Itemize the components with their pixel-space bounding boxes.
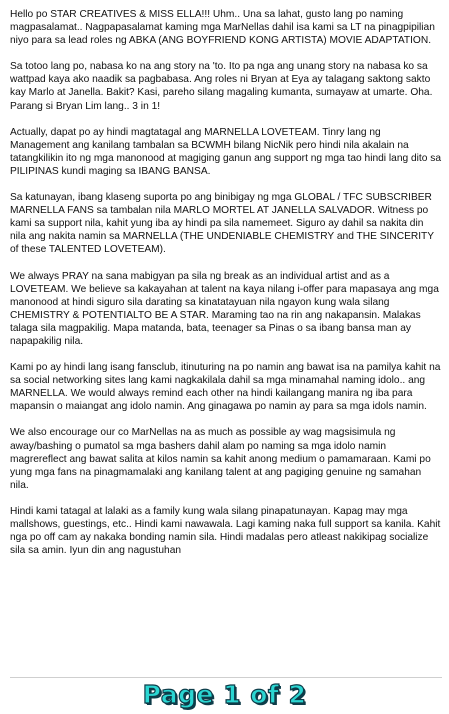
letter-paragraph: Hindi kami tatagal at lalaki as a family kung wala silang pinapatunayan. Kapag may mga mallshows, guestings, etc.. Hindi kami nawawala. Lagi kaming naka full support sa kanila. Kahit nga po off cam ay nakaka bonding namin sila. Hindi madalas pero atleast nakikipag socialize sila sa amin. Iyun din ang nagustuhan [10, 505, 441, 557]
letter-paragraph: Kami po ay hindi lang isang fansclub, itinuturing na po namin ang bawat isa na pamilya kahit na sa social networking sites lang kami nagkakilala dahil sa mga minamahal naming idolo.. ang MARNELLA. We would always remind each other na hindi kailangang manira ng iba para mapansin o maiangat ang idolo namin. Ang ginagawa po namin ay para sa mga idols namin. [10, 362, 441, 413]
letter-paragraph: Sa totoo lang po, nabasa ko na ang story na 'to. Ito pa nga ang unang story na nabasa ko sa wattpad kaya ako naadik sa pagbabasa. Ang roles ni Bryan at Eya ay talagang saktong sakto kay Marlo at Janella. Bakit? Kasi, pareho silang magaling kumanta, sumayaw at umarte. Oha. Parang si Bryan Lim lang.. 3 in 1! [10, 61, 433, 112]
letter-paragraph: We always PRAY na sana mabigyan pa sila ng break as an individual artist and as a LOVETEAM. We believe sa kakayahan at talent na kaya nilang i-offer para mapasaya ang mga manonood at hindi siguro sila darating sa kinatatayuan nila ngayon kung wala silang CHEMISTRY & POTENTIALTO BE A STAR. Maraming tao na rin ang nakapansin. Malakas talaga sila magpakilig. Mapa matanda, bata, teenager sa Pinas o sa ibang bansa man ay napapakilig nila. [10, 270, 439, 347]
page-indicator: Page 1 of 2 [142, 680, 307, 709]
letter-body [10, 8, 442, 557]
letter-paragraph: Actually, dapat po ay hindi magtatagal ang MARNELLA LOVETEAM. Tinry lang ng Management ang kanilang tambalan sa BCWMH bilang NicNik pero hindi nila akalain na tatangkilikin ito ng mga manonood at magiging ganun ang support ng mga tao hindi lang dito sa PILIPINAS kundi maging sa IBANG BANSA. [10, 126, 441, 177]
letter-paragraph: Sa katunayan, ibang klaseng suporta po ang binibigay ng mga GLOBAL / TFC SUBSCRIBER MARNELLA FANS sa tambalan nila MARLO MORTEL AT JANELLA SALVADOR. Witness po kami sa support nila, kahit yung iba ay hindi pa sila namemeet. Siguro ay dahil sa nakita din nila ang nakita namin sa MARNELLA (THE UNDENIABLE CHEMISTRY and THE SINCERITY of these TALENTED LOVETEAM). [10, 192, 434, 256]
letter-paragraph: We also encourage our co MarNellas na as much as possible ay wag magsisimula ng away/bashing o pumatol sa mga bashers dahil alam po naming sa mga idolo namin magrereflect ang bawat salita at kilos namin sa kahit anong medium o pamamaraan. Kami po yung mga fans na pinagmamalaki ang kanilang talent at ang pagiging genuine ng samahan nila. [10, 427, 431, 491]
letter-paragraph: Hello po STAR CREATIVES & MISS ELLA!!! Uhm.. Una sa lahat, gusto lang po naming magpasalamat.. Nagpapasalamat kaming mga MarNellas dahil isa kami sa LT na pinagpipilian niyo para sa lead roles ng ABKA (ANG BOYFRIEND KONG ARTISTA) MOVIE ADAPTATION. [10, 9, 435, 47]
